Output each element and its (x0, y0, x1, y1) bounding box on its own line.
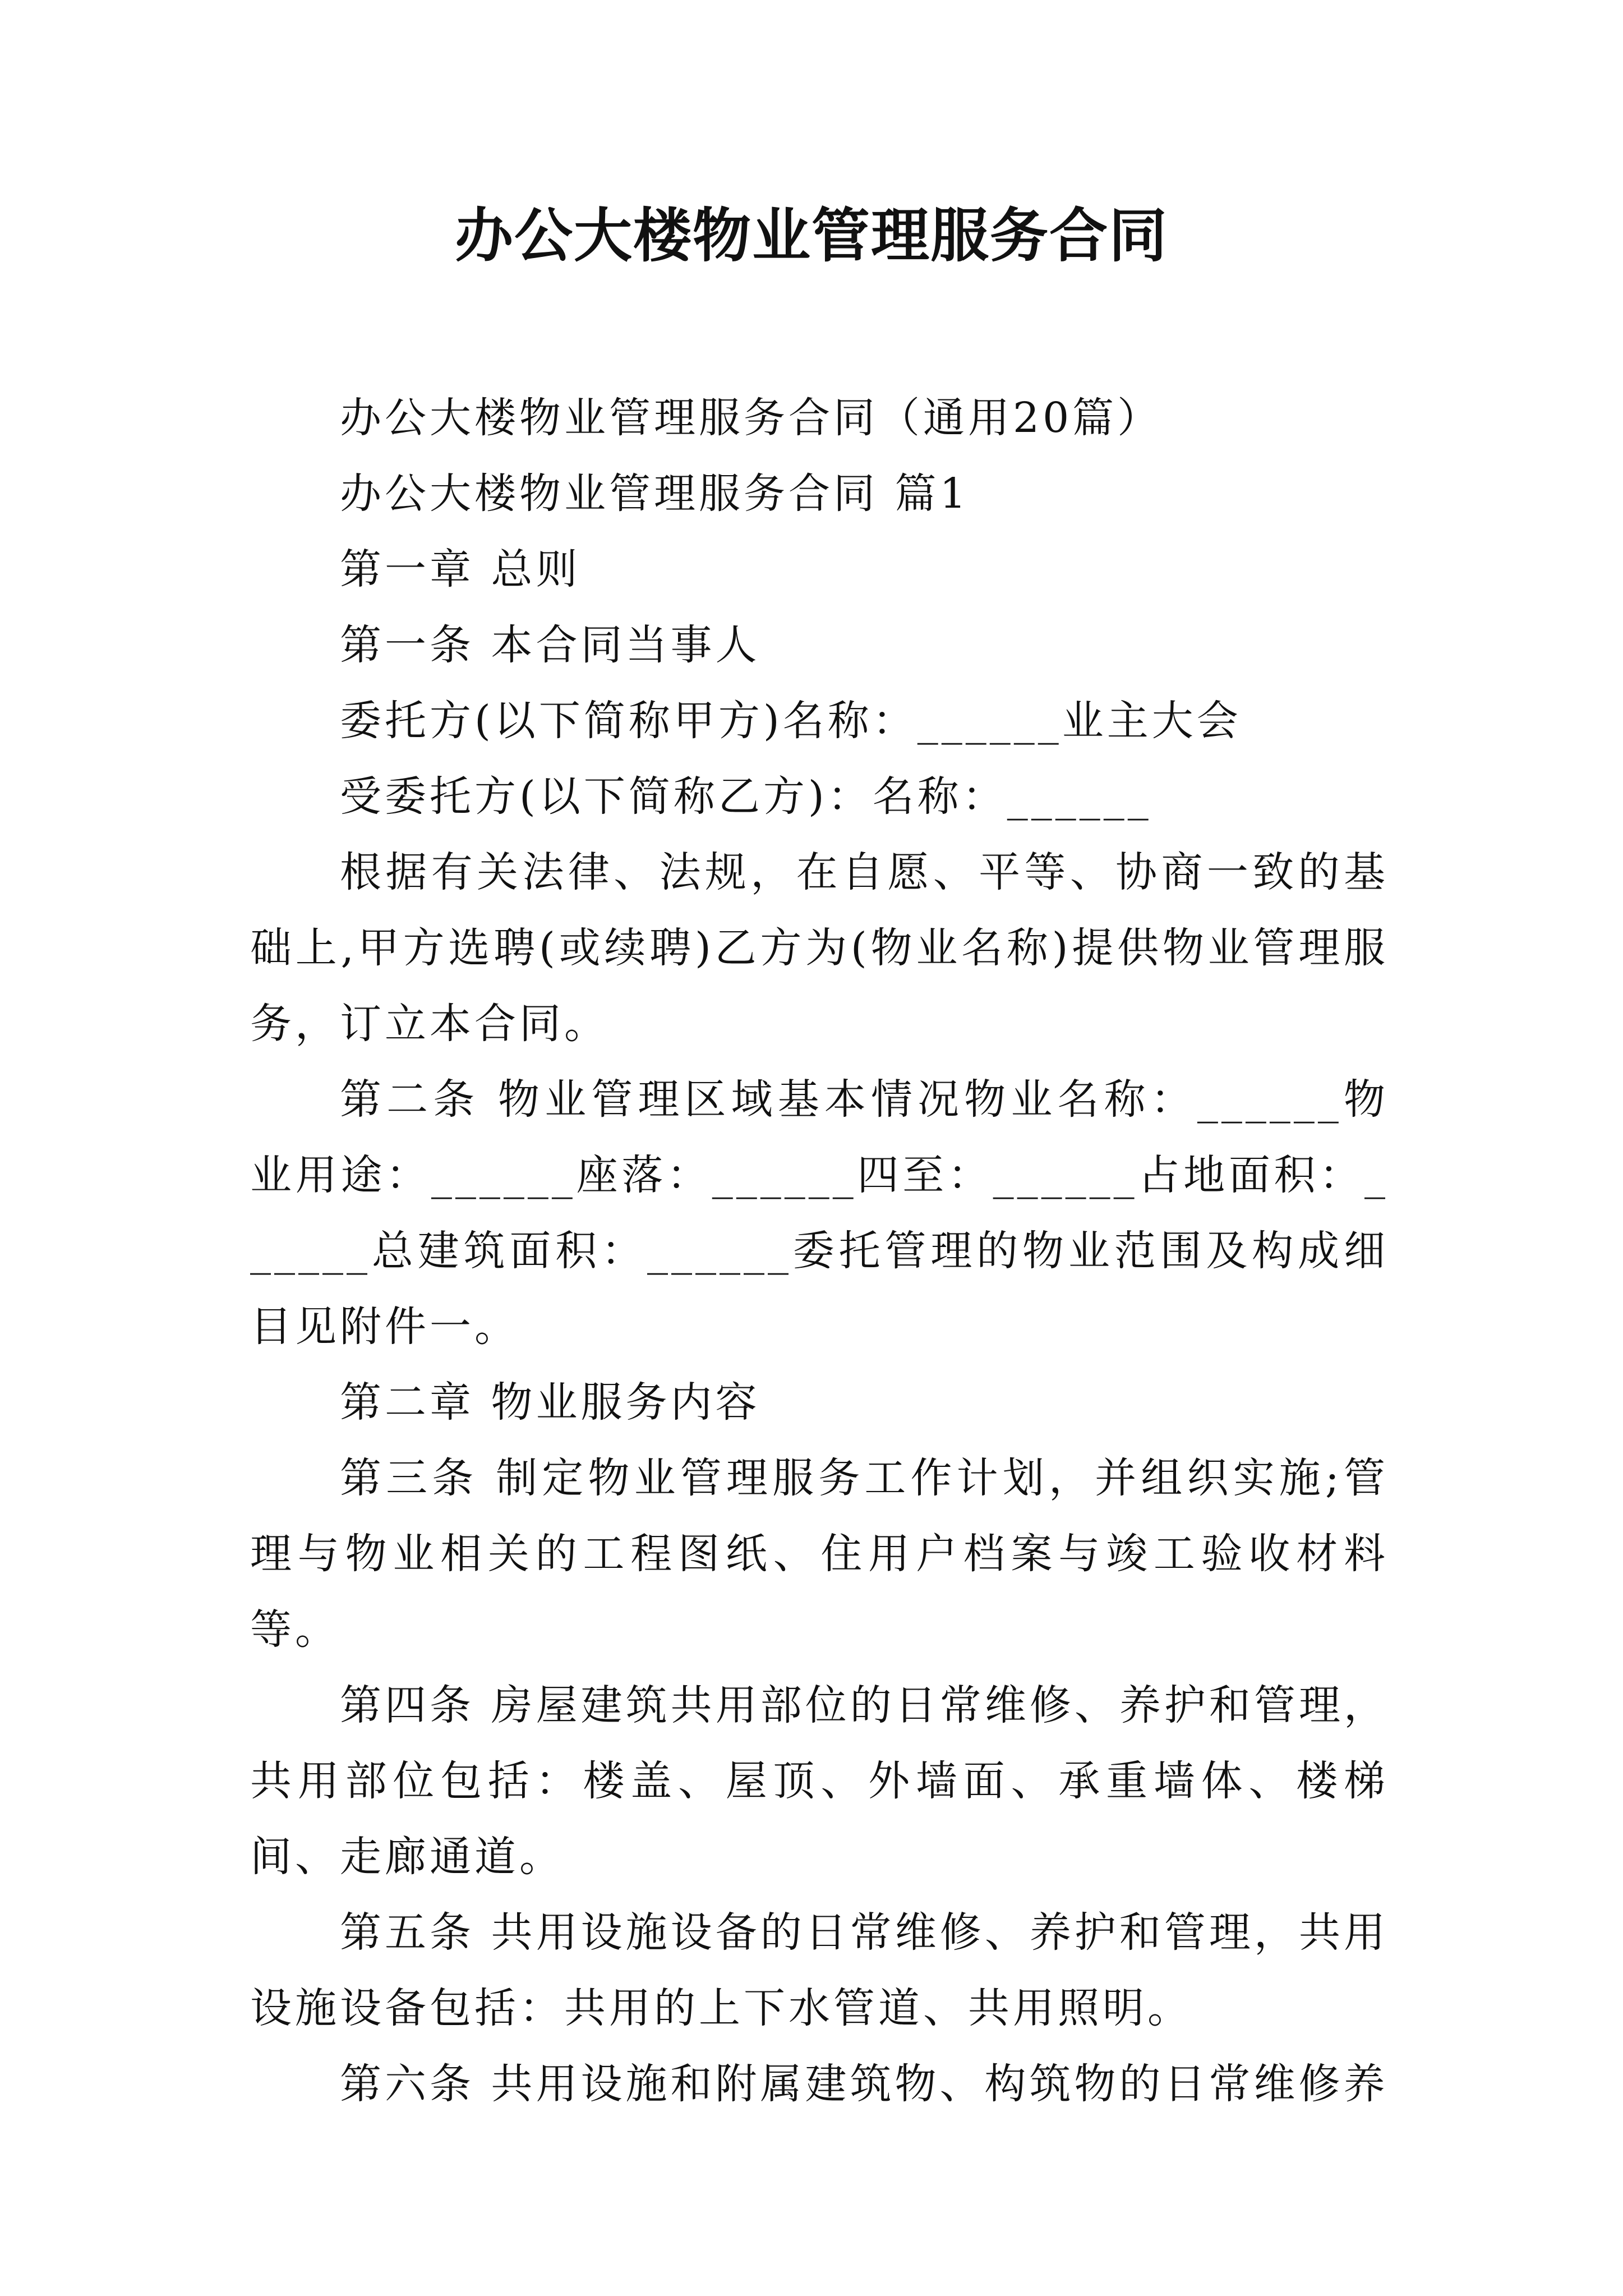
section-heading: 办公大楼物业管理服务合同 篇1 (340, 470, 970, 518)
article-paragraph: 第一条 本合同当事人 (340, 621, 760, 669)
article-paragraph: 第六条 共用设施和附属建筑物、构筑物的日常维修养 (340, 2060, 1389, 2108)
document-body (250, 380, 1389, 2122)
article-paragraph: 第二条 物业管理区域基本情况物业名称：______物业用途：______座落：______四至：______占地面积：______总建筑面积：______委托管理的物业范围及构成细目见附件一。 (250, 1075, 1389, 1351)
party-b-line: 受委托方(以下简称乙方)：名称：______ (340, 772, 1152, 821)
article-paragraph: 第四条 房屋建筑共用部位的日常维修、养护和管理，共用部位包括：楼盖、屋顶、外墙面、承重墙体、楼梯间、走廊通道。 (250, 1681, 1389, 1881)
document-title: 办公大楼物业管理服务合同 (454, 201, 1168, 270)
chapter-heading: 第一章 总则 (340, 545, 581, 593)
article-paragraph: 第五条 共用设施设备的日常维修、养护和管理，共用设施设备包括：共用的上下水管道、共用照明。 (250, 1908, 1389, 2032)
preamble-paragraph: 根据有关法律、法规，在自愿、平等、协商一致的基础上,甲方选聘(或续聘)乙方为(物业名称)提供物业管理服务，订立本合同。 (250, 848, 1389, 1048)
subtitle-paragraph: 办公大楼物业管理服务合同（通用20篇） (340, 394, 1163, 442)
party-a-line: 委托方(以下简称甲方)名称：______业主大会 (340, 697, 1242, 745)
article-paragraph: 第三条 制定物业管理服务工作计划，并组织实施;管理与物业相关的工程图纸、住用户档案与竣工验收材料等。 (250, 1454, 1389, 1654)
chapter-heading: 第二章 物业服务内容 (340, 1378, 760, 1427)
